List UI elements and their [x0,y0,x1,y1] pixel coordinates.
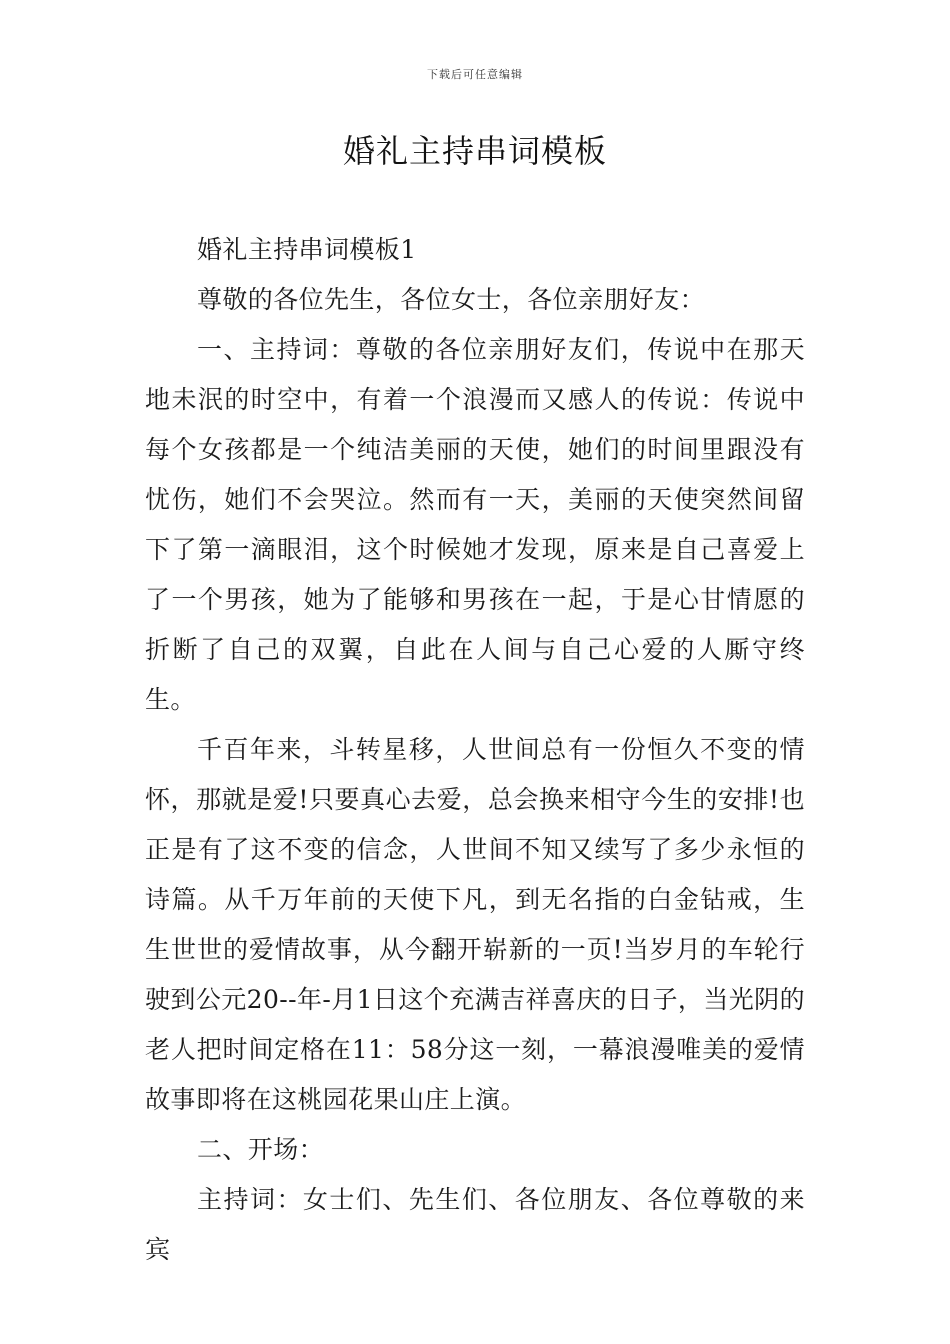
section-heading: 二、开场： [197,1135,325,1164]
section-heading: 婚礼主持串词模板1 [197,235,417,264]
document-title: 婚礼主持串词模板 [342,132,607,170]
paragraph: 主持词：女士们、先生们、各位朋友、各位尊敬的来宾 [145,1185,805,1264]
salutation: 尊敬的各位先生，各位女士，各位亲朋好友： [197,285,706,314]
header-note: 下载后可任意编辑 [427,68,523,81]
document-body [145,225,805,1275]
paragraph: 一、主持词：尊敬的各位亲朋好友们，传说中在那天地未泯的时空中，有着一个浪漫而又感人的传说：传说中每个女孩都是一个纯洁美丽的天使，她们的时间里跟没有忧伤，她们不会哭泣。然而有一天，美丽的天使突然间留下了第一滴眼泪，这个时候她才发现，原来是自己喜爱上了一个男孩，她为了能够和男孩在一起，于是心甘情愿的折断了自己的双翼，自此在人间与自己心爱的人厮守终生。 [145,335,805,714]
paragraph: 千百年来，斗转星移，人世间总有一份恒久不变的情怀，那就是爱!只要真心去爱，总会换来相守今生的安排!也正是有了这不变的信念，人世间不知又续写了多少永恒的诗篇。从千万年前的天使下凡，到无名指的白金钻戒，生生世世的爱情故事，从今翻开崭新的一页!当岁月的车轮行驶到公元20--年-月1日这个充满吉祥喜庆的日子，当光阴的老人把时间定格在11：58分这一刻，一幕浪漫唯美的爱情故事即将在这桃园花果山庄上演。 [145,735,805,1114]
